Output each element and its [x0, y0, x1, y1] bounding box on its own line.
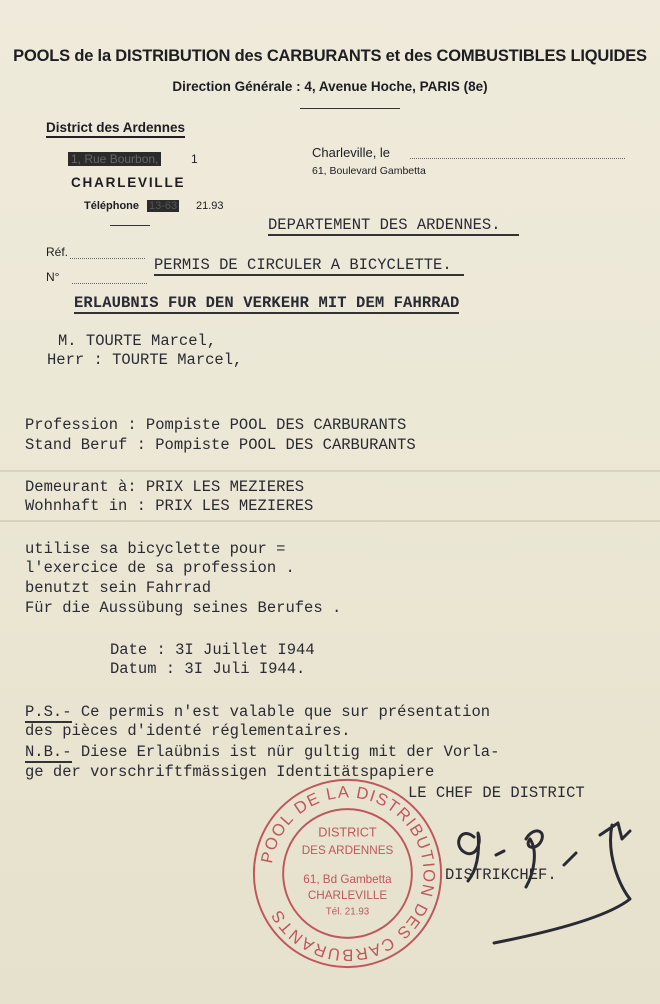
phone-label: Téléphone: [84, 200, 140, 212]
usage-de-line1: benutzt sein Fahrrad: [25, 579, 212, 597]
district-name: District des Ardennes: [46, 120, 185, 138]
handwritten-signature: [430, 795, 650, 945]
signoff-distrikchef: DISTRIKCHEF.: [445, 866, 557, 884]
paper-fold: [0, 470, 660, 472]
number-label: N°: [46, 270, 60, 284]
date-de: Datum : 3I Juli I944.: [110, 660, 306, 678]
date-fr: Date : 3I Juillet I944: [110, 641, 315, 659]
district-stamp: [250, 776, 445, 971]
ps-note-line2: des pièces d'identé réglementaires.: [25, 722, 351, 740]
stamp-line2: DES ARDENNES: [301, 844, 394, 857]
date-fill-line: [410, 158, 625, 159]
profession-de: Stand Beruf : Pompiste POOL DES CARBURANTS: [25, 436, 416, 454]
department-heading: DEPARTEMENT DES ARDENNES.: [268, 216, 519, 236]
number-fill-line: [72, 283, 147, 284]
residence-fr: Demeurant à: PRIX LES MEZIERES: [25, 478, 305, 496]
reference-label: Réf.: [46, 245, 69, 259]
ps-text: Ce permis n'est valable que sur présentation: [71, 703, 491, 721]
street-end: 1: [191, 152, 198, 166]
reference-fill-line: [70, 258, 145, 259]
nb-label: N.B.-: [25, 743, 72, 761]
stamp-line1: DISTRICT: [318, 825, 377, 840]
signoff-chef: LE CHEF DE DISTRICT: [408, 784, 585, 802]
redacted-street: 1, Rue Bourbon,: [68, 152, 161, 166]
header-divider: [300, 108, 400, 109]
stamp-line4: CHARLEVILLE: [307, 888, 388, 902]
divider: [110, 225, 150, 226]
residence-de: Wohnhaft in : PRIX LES MEZIERES: [25, 497, 314, 515]
letterhead-address: Direction Générale : 4, Avenue Hoche, PARIS (8e): [172, 79, 488, 94]
stamp-ring-text: POOL DE LA DISTRIBUTION DES CARBURANTS: [257, 782, 439, 965]
district-city: CHARLEVILLE: [71, 175, 186, 190]
stamp-line3: 61, Bd Gambetta: [303, 873, 392, 887]
nb-note-line2: ge der vorschriftfmässigen Identitätspapiere: [25, 763, 435, 781]
phone-number: 21.93: [196, 200, 224, 212]
usage-de-line2: Für die Aussübung seines Berufes .: [25, 599, 342, 617]
holder-name-fr: M. TOURTE Marcel,: [58, 332, 217, 350]
redacted-phone: 13-63: [149, 200, 178, 212]
holder-name-de: Herr : TOURTE Marcel,: [47, 351, 243, 369]
place-address: 61, Boulevard Gambetta: [312, 165, 426, 177]
place-label: Charleville, le: [312, 145, 391, 160]
stamp-line5: Tél. 21.93: [325, 906, 370, 918]
ps-note-line1: [25, 703, 490, 721]
letterhead-title: POOLS de la DISTRIBUTION des CARBURANTS et des COMBUSTIBLES LIQUIDES: [13, 46, 647, 65]
usage-fr-line1: utilise sa bicyclette pour =: [25, 540, 286, 558]
nb-note-line1: [25, 743, 499, 761]
permit-title-de: ERLAUBNIS FUR DEN VERKEHR MIT DEM FAHRRAD: [74, 294, 460, 312]
paper-fold: [0, 520, 660, 522]
permit-title-fr: PERMIS DE CIRCULER A BICYCLETTE.: [154, 256, 464, 276]
profession-fr: Profession : Pompiste POOL DES CARBURANTS: [25, 416, 407, 434]
ps-label: P.S.-: [25, 703, 72, 721]
usage-fr-line2: l'exercice de sa profession .: [25, 559, 295, 577]
nb-text: Diese Erlaübnis ist nür gultig mit der Vorla-: [71, 743, 500, 761]
